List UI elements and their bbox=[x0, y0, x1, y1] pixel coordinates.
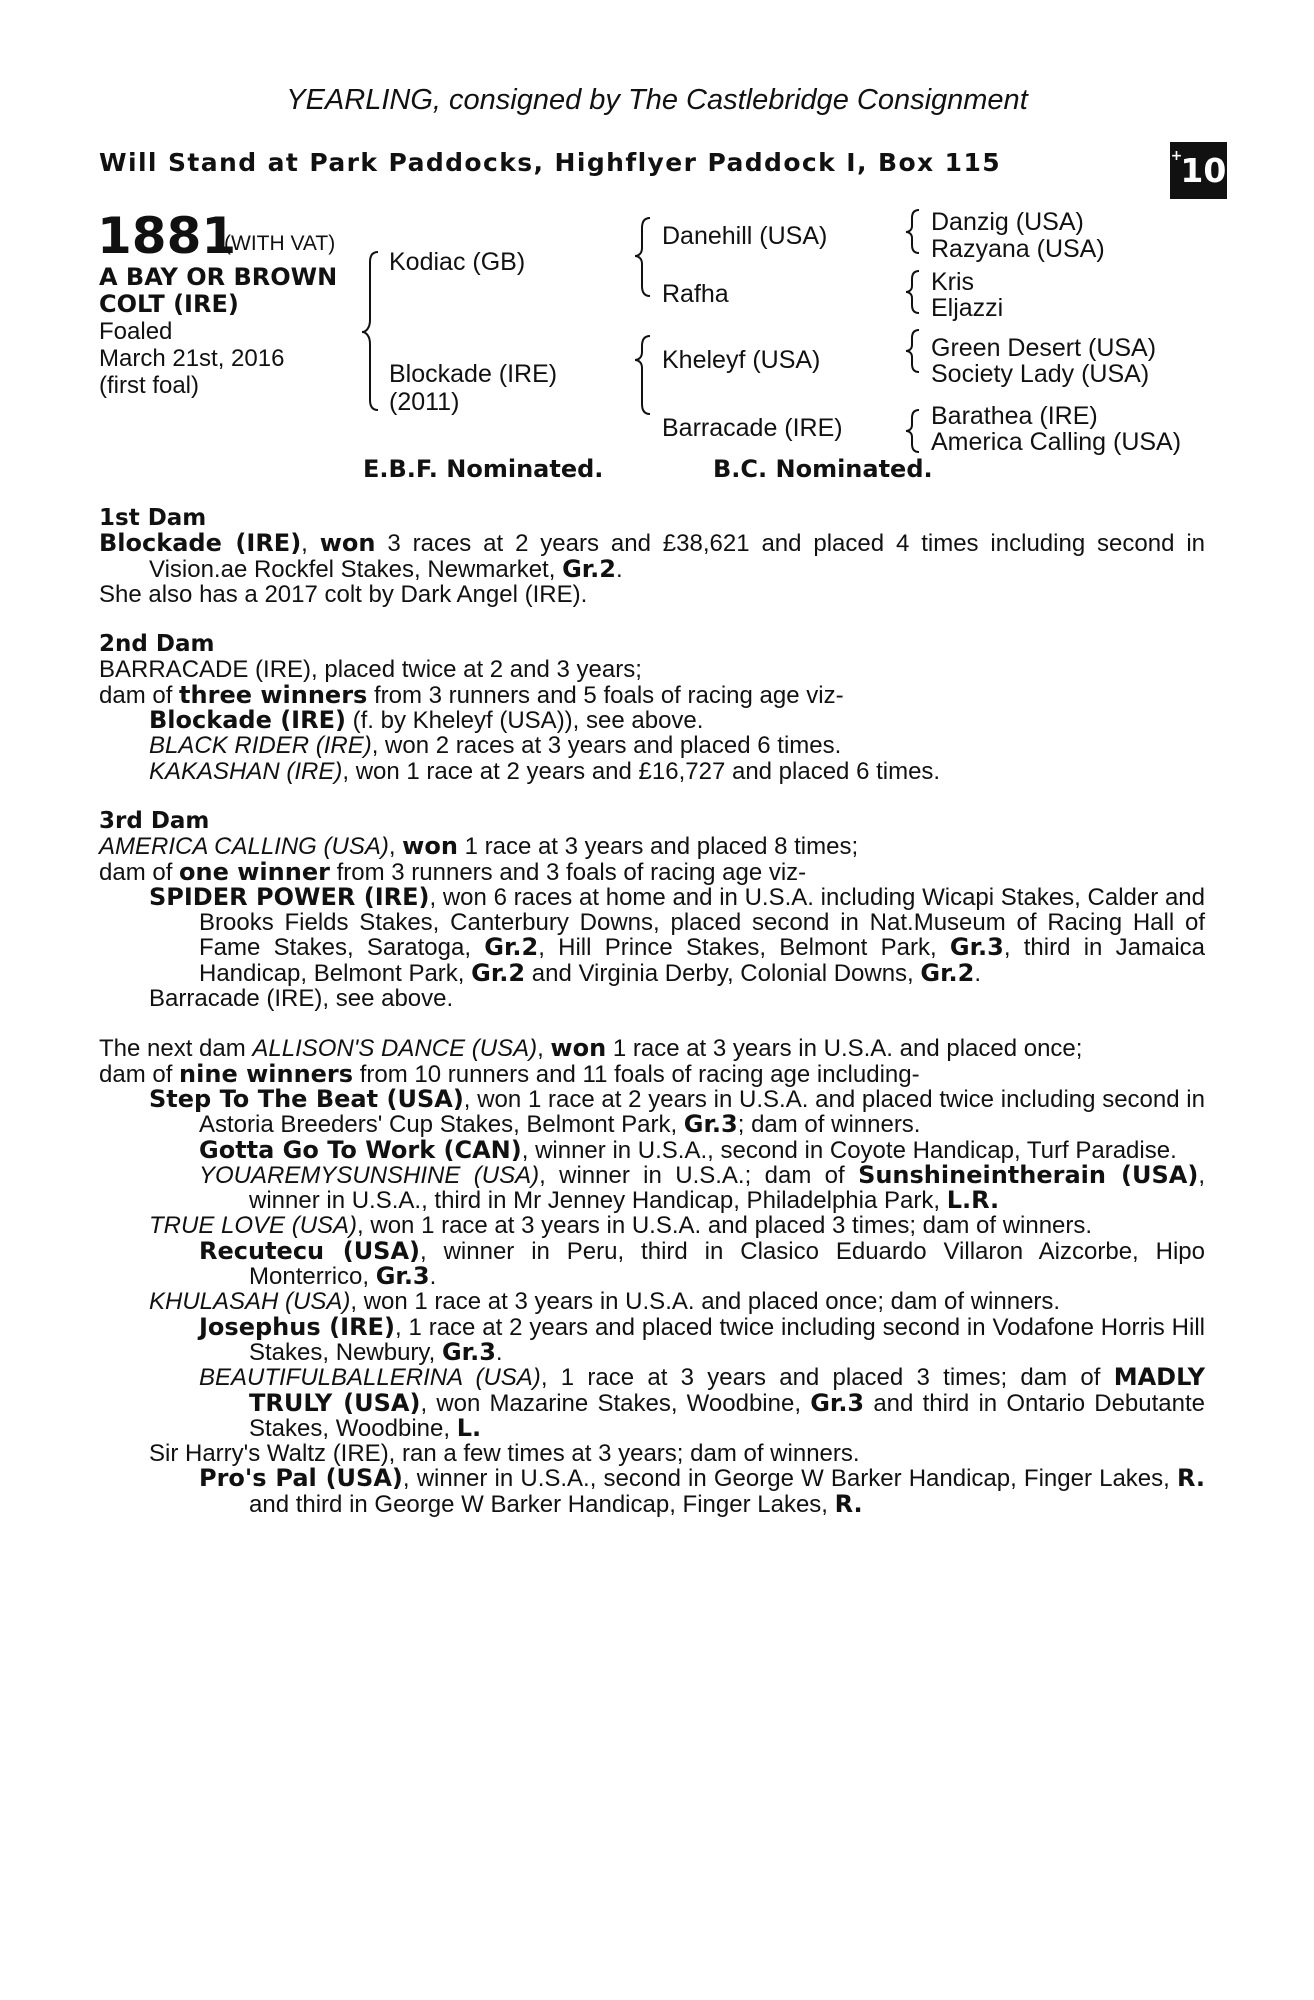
pedigree-dam-dam: Barracade (IRE) bbox=[662, 414, 843, 442]
produce-text: , winner in Peru, third in Clasico Eduardo Villaron Aizcorbe, Hipo Monterrico, bbox=[249, 1237, 1205, 1291]
produce-name: Sunshineintherain (USA) bbox=[858, 1160, 1199, 1189]
grade: Gr.2 bbox=[484, 933, 539, 962]
next-dam-produce bbox=[99, 1059, 1205, 1088]
third-dam-produce bbox=[99, 857, 1205, 886]
produce-text: , won Mazarine Stakes, Woodbine, bbox=[420, 1389, 811, 1417]
produce-text: , 1 race at 2 years and placed twice including second in Vodafone Horris Hill Stakes, Newbury, bbox=[249, 1313, 1206, 1366]
produce-name: KAKASHAN (IRE) bbox=[149, 757, 343, 785]
pedigree-g6: Society Lady (USA) bbox=[931, 360, 1150, 388]
grade: L.R. bbox=[946, 1186, 1000, 1215]
third-dam-title: 3rd Dam bbox=[99, 807, 210, 834]
produce-name: MADLY TRULY (USA) bbox=[249, 1363, 1206, 1417]
produce-black-rider bbox=[99, 733, 1205, 758]
produce-text: , winner in U.S.A., second in George W Barker Handicap, Finger Lakes, bbox=[402, 1465, 1177, 1493]
first-dam-won: won bbox=[319, 529, 376, 558]
produce-name: Josephus (IRE) bbox=[199, 1312, 395, 1341]
grade: Gr.3 bbox=[441, 1337, 496, 1366]
produce-pros-pal bbox=[99, 1466, 1205, 1517]
foaled-date: March 21st, 2016 bbox=[99, 345, 285, 372]
produce-youaremysunshine bbox=[99, 1160, 1205, 1215]
produce-name: YOUAREMYSUNSHINE (USA) bbox=[199, 1161, 540, 1189]
produce-text: , won 1 race at 3 years in U.S.A. and placed 3 times; dam of winners. bbox=[357, 1212, 1093, 1240]
produce-text: and third in Ontario Debutante Stakes, Woodbine, bbox=[249, 1389, 1205, 1442]
produce-step-to-the-beat bbox=[99, 1084, 1205, 1139]
pedigree-g7: Barathea (IRE) bbox=[931, 402, 1098, 430]
second-dam-line1: BARRACADE (IRE), placed twice at 2 and 3 years; bbox=[99, 656, 642, 684]
produce-text: , 1 race at 3 years and placed 3 times; dam of bbox=[540, 1364, 1114, 1392]
pedigree-dam-year: (2011) bbox=[389, 388, 460, 416]
produce-name: Blockade (IRE) bbox=[149, 706, 346, 735]
grade: Gr.3 bbox=[810, 1388, 865, 1417]
next-dam-record bbox=[99, 1036, 1205, 1061]
next-dam-won: won bbox=[550, 1034, 607, 1063]
produce-sir-harrys-waltz: Sir Harry's Waltz (IRE), ran a few times at 3 years; dam of winners. bbox=[149, 1440, 860, 1468]
produce-beautifulballerina bbox=[99, 1365, 1205, 1441]
grade: Gr.2 bbox=[920, 958, 975, 987]
pedigree-g1: Danzig (USA) bbox=[931, 208, 1084, 236]
second-dam-produce bbox=[99, 680, 1205, 709]
lot-number: 1881 bbox=[97, 207, 237, 265]
produce-rest: (f. by Kheleyf (USA)), see above. bbox=[345, 707, 704, 735]
winners-count: one winner bbox=[179, 857, 330, 886]
winners-count: three winners bbox=[179, 680, 368, 709]
produce-text: and Virginia Derby, Colonial Downs, bbox=[525, 959, 921, 987]
lot-vat: (WITH VAT) bbox=[224, 232, 336, 255]
pedigree-sire-sire: Danehill (USA) bbox=[662, 222, 828, 250]
dam-of-text: dam of bbox=[99, 681, 180, 709]
produce-name: BLACK RIDER (IRE) bbox=[149, 732, 372, 760]
produce-rest: , won 2 races at 3 years and placed 6 times. bbox=[371, 732, 842, 760]
first-dam-record: Blockade (IRE), won 3 races at 2 years and £38,621 and placed 4 times including second in Vision.ae Rockfel Stakes, Newmarket, Gr.2. bbox=[99, 529, 1205, 583]
dam-of-rest: from 3 runners and 3 foals of racing age viz- bbox=[329, 858, 807, 886]
second-dam-title: 2nd Dam bbox=[99, 631, 215, 658]
dot: . bbox=[974, 959, 981, 987]
produce-rest: , won 1 race at 2 years and £16,727 and placed 6 times. bbox=[342, 757, 941, 785]
produce-spider-power bbox=[99, 882, 1205, 987]
produce-text: , third in Jamaica Handicap, Belmont Park, bbox=[199, 934, 1205, 987]
produce-recutecu bbox=[99, 1236, 1205, 1291]
first-dam-grade: Gr.2 bbox=[562, 554, 616, 583]
produce-name: BEAUTIFULBALLERINA (USA) bbox=[199, 1364, 541, 1392]
badge-number: 10 bbox=[1180, 151, 1227, 190]
pedigree-dam-sire: Kheleyf (USA) bbox=[662, 346, 821, 374]
grade: Gr.3 bbox=[949, 933, 1004, 962]
produce-text: and third in George W Barker Handicap, Finger Lakes, bbox=[249, 1490, 835, 1518]
produce-khulasah bbox=[99, 1289, 1205, 1314]
first-dam-name: Blockade (IRE) bbox=[99, 529, 302, 558]
winners-count: nine winners bbox=[179, 1059, 354, 1088]
produce-gotta-go-to-work bbox=[99, 1135, 1205, 1164]
produce-name: Pro's Pal (USA) bbox=[199, 1464, 403, 1493]
pedigree-sire-dam: Rafha bbox=[662, 280, 729, 308]
dam-of-text: dam of bbox=[99, 858, 180, 886]
produce-barracade: Barracade (IRE), see above. bbox=[149, 985, 454, 1013]
produce-text: , won 6 races at home and in U.S.A. including Wicapi Stakes, Calder and Brooks Fields Stakes, Canterbury Downs, placed second in Nat.Museum of Racing Hall of Fame Stakes, Saratoga, bbox=[199, 883, 1205, 962]
produce-text: , winner in U.S.A., third in Mr Jenney Handicap, Philadelphia Park, bbox=[249, 1161, 1205, 1215]
pedigree-g5: Green Desert (USA) bbox=[931, 334, 1157, 362]
foal-note: (first foal) bbox=[99, 372, 200, 399]
next-dam-name: ALLISON'S DANCE (USA) bbox=[252, 1035, 538, 1063]
foaled-label: Foaled bbox=[99, 318, 173, 345]
stand-location: Will Stand at Park Paddocks, Highflyer Paddock I, Box 115 bbox=[99, 148, 1002, 177]
dam-of-rest: from 10 runners and 11 foals of racing age including- bbox=[353, 1060, 920, 1088]
produce-name: TRUE LOVE (USA) bbox=[149, 1212, 358, 1240]
pedigree-g8: America Calling (USA) bbox=[931, 428, 1182, 456]
grade: R. bbox=[1176, 1464, 1205, 1493]
third-dam-rest: 1 race at 3 years and placed 8 times; bbox=[457, 833, 859, 861]
next-dam-intro: The next dam bbox=[99, 1035, 253, 1063]
produce-name: Gotta Go To Work (CAN) bbox=[199, 1135, 522, 1164]
first-dam-also: She also has a 2017 colt by Dark Angel (IRE). bbox=[99, 580, 588, 608]
produce-text: ; dam of winners. bbox=[737, 1111, 921, 1139]
pedigree-sire: Kodiac (GB) bbox=[389, 248, 526, 276]
third-dam-record bbox=[99, 834, 1205, 859]
badge-plus: + bbox=[1170, 148, 1183, 164]
produce-text: , won 1 race at 3 years in U.S.A. and placed once; dam of winners. bbox=[350, 1288, 1061, 1316]
grade: Gr.3 bbox=[375, 1262, 430, 1291]
first-dam-dot: . bbox=[616, 555, 623, 583]
bc-nominated: B.C. Nominated. bbox=[713, 455, 933, 483]
consignment-heading: YEARLING, consigned by The Castlebridge Consignment bbox=[286, 84, 1028, 116]
produce-text: , winner in U.S.A.; dam of bbox=[539, 1161, 859, 1189]
grade: Gr.3 bbox=[683, 1110, 738, 1139]
third-dam-name: AMERICA CALLING (USA) bbox=[99, 833, 389, 861]
produce-name: SPIDER POWER (IRE) bbox=[149, 882, 430, 911]
produce-true-love bbox=[99, 1213, 1205, 1238]
lot-description: A BAY OR BROWN COLT (IRE) bbox=[99, 263, 338, 318]
produce-text: , winner in U.S.A., second in Coyote Handicap, Turf Paradise. bbox=[521, 1136, 1177, 1164]
first-dam-text: 3 races at 2 years and £38,621 and placed 4 times including second in Vision.ae Rockfel Stakes, Newmarket, bbox=[149, 530, 1205, 583]
produce-name: Recutecu (USA) bbox=[199, 1236, 421, 1265]
produce-text: , won 1 race at 2 years in U.S.A. and placed twice including second in Astoria Breeders' Cup Stakes, Belmont Park, bbox=[199, 1085, 1205, 1139]
produce-text: , Hill Prince Stakes, Belmont Park, bbox=[538, 934, 950, 962]
dot: . bbox=[495, 1338, 503, 1366]
separator: , bbox=[388, 833, 403, 861]
dot: . bbox=[429, 1263, 437, 1291]
grade: Gr.2 bbox=[471, 958, 526, 987]
produce-blockade bbox=[99, 708, 1205, 733]
first-dam-title: 1st Dam bbox=[99, 505, 207, 531]
pedigree-dam: Blockade (IRE) bbox=[389, 360, 558, 388]
dam-of-text: dam of bbox=[99, 1060, 180, 1088]
produce-kakashan bbox=[99, 759, 1205, 784]
produce-josephus bbox=[99, 1312, 1206, 1366]
ebf-nominated: E.B.F. Nominated. bbox=[363, 455, 604, 483]
next-dam-rest: 1 race at 3 years in U.S.A. and placed once; bbox=[606, 1035, 1083, 1063]
grade: L. bbox=[456, 1413, 482, 1442]
produce-name: KHULASAH (USA) bbox=[149, 1288, 351, 1316]
catalogue-text bbox=[99, 506, 1205, 1517]
produce-name: Step To The Beat (USA) bbox=[149, 1084, 464, 1113]
third-dam-won: won bbox=[402, 832, 458, 861]
pedigree-g3: Kris bbox=[931, 268, 975, 296]
separator: , bbox=[537, 1035, 551, 1063]
pedigree-g4: Eljazzi bbox=[931, 294, 1004, 322]
dam-of-rest: from 3 runners and 5 foals of racing age viz- bbox=[367, 681, 844, 709]
grade: R. bbox=[834, 1489, 863, 1518]
pedigree-g2: Razyana (USA) bbox=[931, 235, 1105, 263]
pedigree-braces bbox=[0, 0, 1314, 460]
